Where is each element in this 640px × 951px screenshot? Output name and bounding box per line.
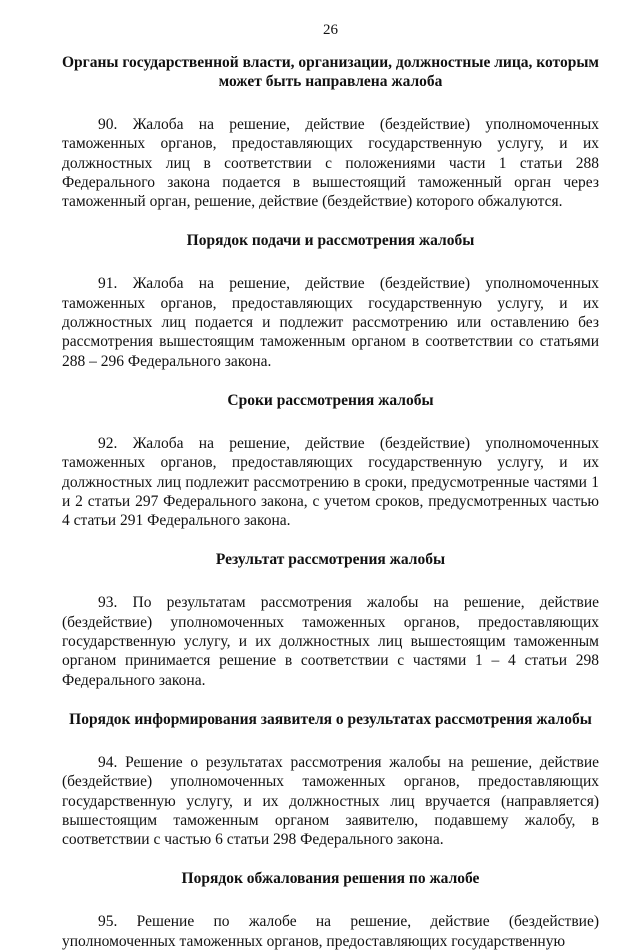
section-heading-review-terms: Сроки рассмотрения жалобы [227, 391, 434, 409]
page-number: 26 [323, 22, 338, 38]
paragraph-93: 93. По результатам рассмотрения жалобы на решение, действие (бездействие) уполномоченных таможенных органов, предоставляющих государственную услугу, и их должностных лиц вышестоящим таможенным органом принимается решение в соответствии с частями 1 – 4 статьи 298 Федерального закона. [62, 594, 599, 689]
paragraph-95: 95. Решение по жалобе на решение, действие (бездействие) уполномоченных таможенных органов, предоставляющих государственную [62, 913, 599, 950]
paragraph-92: 92. Жалоба на решение, действие (бездействие) уполномоченных таможенных органов, предоставляющих государственную услугу, и их должностных лиц подлежит рассмотрению в сроки, предусмотренные частями 1 и 2 статьи 297 Федерального закона, с учетом сроков, предусмотренных частью 4 статьи 291 Федерального закона. [62, 434, 599, 530]
section-heading-complaint-recipients: Органы государственной власти, организации, должностные лица, которым может быть направлена жалоба [62, 54, 599, 90]
paragraph-91: 91. Жалоба на решение, действие (бездействие) уполномоченных таможенных органов, предоставляющих государственную услугу, и их должностных лиц подается и подлежит рассмотрению или оставлению без рассмотрения вышестоящим таможенным органом в соответствии со статьями 288 – 296 Федерального закона. [62, 275, 599, 370]
section-heading-review-result: Результат рассмотрения жалобы [215, 551, 446, 569]
paragraph-90: 90. Жалоба на решение, действие (бездействие) уполномоченных таможенных органов, предоставляющих государственную услугу, и их должностных лиц в соответствии с положениями части 1 статьи 288 Федерального закона подается в вышестоящий таможенный орган через таможенный орган, решение, действие (бездействие) которого обжалуются. [62, 116, 599, 211]
section-heading-applicant-notification: Порядок информирования заявителя о результатах рассмотрения жалобы [69, 710, 592, 728]
section-heading-filing-procedure: Порядок подачи и рассмотрения жалобы [186, 232, 475, 250]
paragraph-94: 94. Решение о результатах рассмотрения жалобы на решение, действие (бездействие) уполномоченных таможенных органов, предоставляющих государственную услугу, и их должностных лиц вручается (направляется) вышестоящим таможенным органом заявителю, подавшему жалобу, в соответствии с частью 6 статьи 298 Федерального закона. [62, 753, 599, 849]
section-heading-appeal-procedure: Порядок обжалования решения по жалобе [181, 870, 480, 888]
document-page [62, 22, 599, 951]
